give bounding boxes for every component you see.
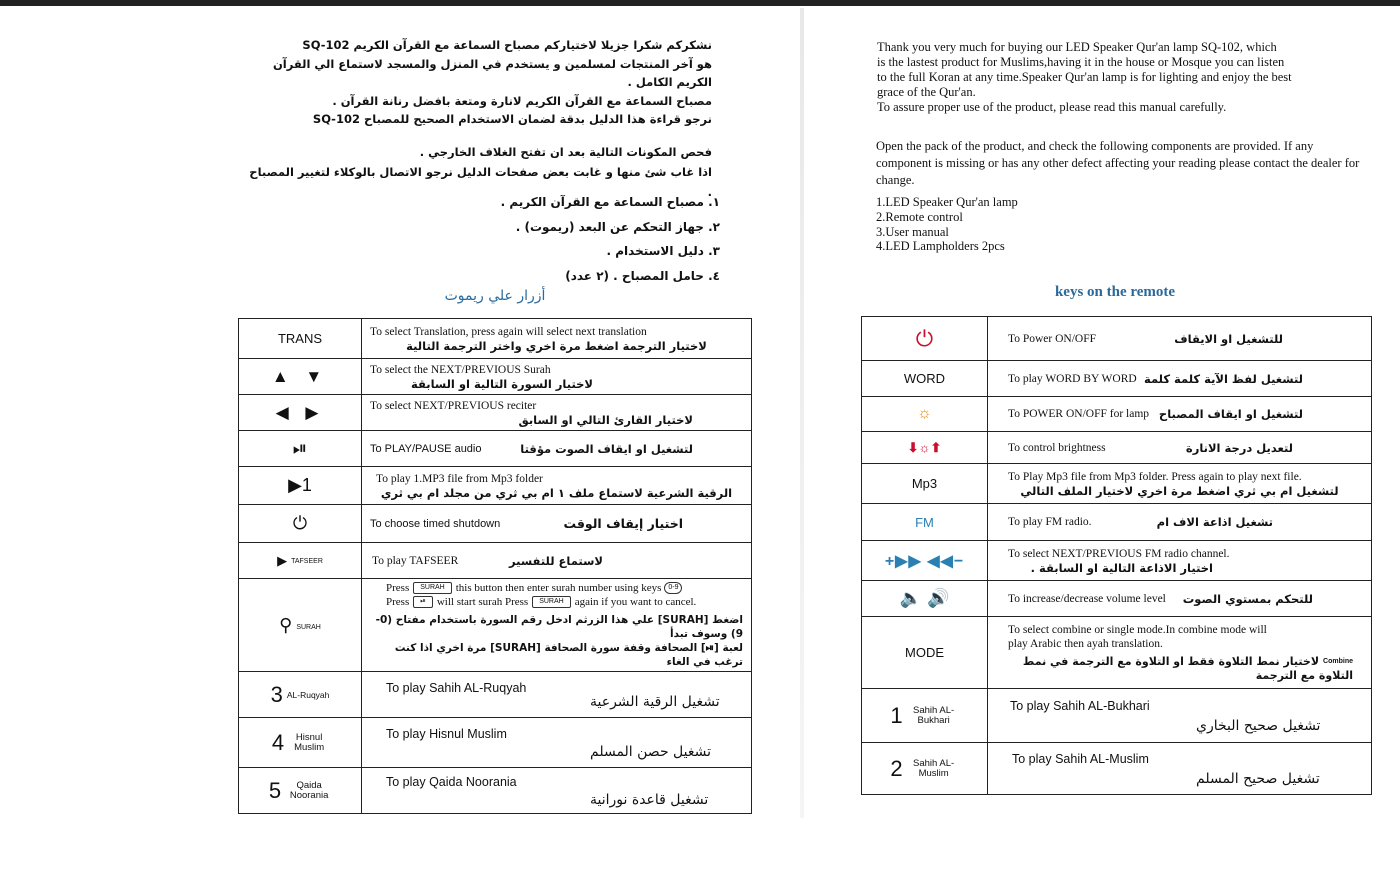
list-item: ٢. جهاز التحكم عن البعد (ريموت) . [515, 219, 720, 234]
arabic-text: لتشغيل او ايقاف المصباح [1158, 407, 1303, 421]
intro-line: To assure proper use of the product, please read this manual carefully. [877, 100, 1227, 114]
arabic-text: تشغيل الرقية الشرعية [590, 693, 720, 710]
english-text: To PLAY/PAUSE audio [370, 442, 482, 455]
english-text: To Play Mp3 file from Mp3 folder. Press again to play next file. [1008, 470, 1302, 483]
english-text: To Power ON/OFF [1008, 332, 1097, 345]
english-text: To play FM radio. [1008, 516, 1092, 528]
arabic-text: لاختيار الترجمة اضغط مرة اخري واختر الترجمة التالية [406, 338, 707, 353]
inline-row [996, 407, 1363, 421]
timer-power-icon: ⏻ [239, 505, 362, 543]
play-first-icon: ▶1 [239, 467, 362, 505]
table-row [239, 768, 752, 814]
inline-row [370, 442, 743, 456]
left-right-arrows-icon: ◀ ▶ [239, 395, 362, 431]
inline-row [996, 332, 1363, 346]
key-fm: FM [862, 504, 988, 541]
key-description [362, 395, 752, 431]
arabic-text: تشغيل صحيح المسلم [1196, 770, 1320, 787]
search-icon: ⚲ [279, 614, 293, 635]
table-row [862, 743, 1372, 795]
fm-channel-arrows-icon: +▶▶ ◀◀− [862, 541, 988, 581]
table-row [239, 359, 752, 395]
arabic-text: لتشغيل لفظ الآية كلمة كلمة [1143, 371, 1303, 386]
inline-row [370, 517, 743, 531]
arabic-components-list [420, 190, 720, 288]
arabic-intro-line: نشكركم شكرا جزيلا لاختياركم مصباح السماعة مع القرآن الكريم SQ-102 [302, 38, 712, 52]
table-row [862, 689, 1372, 743]
key-label: TAFSEER [291, 557, 323, 565]
play-pause-key-icon: ⏯ [413, 596, 433, 608]
key-description [362, 543, 752, 579]
english-text: To POWER ON/OFF for lamp [1008, 408, 1150, 420]
list-item: ٣. دليل الاستخدام . [606, 244, 720, 258]
text: Press [386, 596, 410, 608]
up-down-arrows-icon: ▲ ▼ [239, 359, 362, 395]
key-label: Sahih AL-Muslim [913, 757, 955, 779]
key-description [988, 689, 1372, 743]
english-text: To select NEXT/PREVIOUS reciter [370, 399, 537, 412]
key-description [362, 579, 752, 672]
english-text: To play Sahih AL-Bukhari [1010, 698, 1150, 713]
english-text: To select combine or single mode.In combine mode will [1008, 623, 1267, 636]
power-icon: ⏻ [862, 317, 988, 361]
key-mp3: Mp3 [862, 464, 988, 504]
arabic-text: لاستماع للتفسير [509, 553, 603, 568]
inline-row [996, 441, 1363, 455]
table-row [239, 319, 752, 359]
key-label: Hisnul Muslim [294, 731, 325, 753]
list-item: 3.User manual [876, 224, 949, 239]
arabic-text: لتشغيل ام بي ثري اضغط مرة اخري لاختيار الملف التالي [1020, 483, 1339, 498]
key-description [988, 317, 1372, 361]
key-description [362, 718, 752, 768]
key-1 [862, 689, 988, 743]
key-description [988, 432, 1372, 464]
key-2 [862, 743, 988, 795]
key-label: SURAH [296, 623, 321, 631]
key-number: 1 [890, 702, 903, 728]
table-row [239, 505, 752, 543]
combine-label: Combine [1323, 657, 1353, 665]
key-label: AL-Ruqyah [286, 689, 330, 700]
english-text: To play 1.MP3 file from Mp3 folder [376, 472, 543, 485]
list-item: 4.LED Lampholders 2pcs [876, 239, 1005, 254]
table-row [862, 617, 1372, 689]
inline-row [370, 554, 743, 568]
english-intro [877, 40, 1367, 115]
english-text: play Arabic then ayah translation. [1008, 637, 1163, 650]
arabic-text: تشغيل قاعدة نورانية [590, 791, 709, 808]
key-label: Sahih AL-Bukhari [913, 704, 955, 726]
table-row [862, 361, 1372, 397]
english-text: To play Sahih AL-Ruqyah [386, 680, 527, 695]
arabic-text: لاختيار السورة التالية او السابقة [411, 376, 593, 391]
arabic-intro-line: نرجو قراءة هذا الدليل بدقة لضمان الاستخدام الصحيح للمصباح SQ-102 [312, 112, 712, 126]
english-text: To select the NEXT/PREVIOUS Surah [370, 363, 551, 376]
english-text: To play Qaida Noorania [386, 774, 517, 789]
key-description [988, 361, 1372, 397]
table-row [239, 543, 752, 579]
mode-arabic [996, 655, 1363, 669]
english-components-list [876, 195, 1176, 254]
table-row [862, 581, 1372, 617]
arabic-text: تشغيل اذاعة الاف ام [1156, 515, 1273, 529]
key-4 [239, 718, 362, 768]
table-row [862, 504, 1372, 541]
arabic-text: للتحكم بمستوي الصوت [1182, 591, 1313, 606]
arabic-text: لتشغيل او ايقاف الصوت مؤقتا [520, 441, 693, 456]
inline-row [996, 592, 1363, 606]
intro-line: Thank you very much for buying our LED Speaker Qur'an lamp SQ-102, which [877, 40, 1277, 54]
key-tafseer [239, 543, 362, 579]
inline-row [996, 372, 1363, 386]
lamp-icon: ☼ [862, 397, 988, 432]
key-mode: MODE [862, 617, 988, 689]
brightness-icon: ⬇☼⬆ [862, 432, 988, 464]
key-description [362, 319, 752, 359]
check-text: Open the pack of the product, and check the following components are provided. If any component is missing or has any other defect affecting your reading please contact the dealer for change. [876, 139, 1360, 187]
intro-line: is the lastest product for Muslims,having it in the house or Mosque you can listen [877, 55, 1285, 69]
arabic-text: الرقية الشرعية لاستماع ملف ١ ام بي ثري من مجلد ام بي ثري [380, 485, 733, 500]
top-edge [0, 0, 1400, 6]
table-row [239, 718, 752, 768]
text: will start surah Press [436, 596, 529, 608]
key-description [988, 504, 1372, 541]
english-text: To increase/decrease volume level [1008, 592, 1166, 605]
text: again if you want to cancel. [574, 596, 697, 608]
surah-key-icon: SURAH [413, 582, 452, 594]
play-pause-icon: ⏯ [239, 431, 362, 467]
arabic-text: اختيار الاذاعة التالية او السابقة . [1030, 560, 1213, 575]
key-description [988, 581, 1372, 617]
arabic-text: اضغط [SURAH] علي هذا الزرثم ادخل رقم السورة باستخدام مفتاح (0-9) وسوف تبدأ [375, 614, 743, 640]
arabic-text: لاختيار نمط التلاوة فقط او التلاوة مع الترجمة في نمط [1022, 654, 1320, 668]
table-row [239, 431, 752, 467]
english-text: To select Translation, press again will select next translation [370, 325, 647, 338]
text: this button then enter surah number using keys [455, 582, 662, 594]
key-description [988, 464, 1372, 504]
table-row [862, 397, 1372, 432]
arabic-text: لعبة [⏯] الصحافة وقفة سورة الصحافة [SURAH] مرة اخري اذا كنت ترغب في الغاء [394, 642, 743, 668]
key-surah [239, 579, 362, 672]
number-keys-icon: 0-9 [664, 582, 682, 594]
key-number: 2 [890, 755, 903, 781]
volume-icon: 🔈 🔊 [862, 581, 988, 617]
key-description [988, 617, 1372, 689]
table-row [862, 541, 1372, 581]
key-word: WORD [862, 361, 988, 397]
table-row [862, 464, 1372, 504]
intro-line: grace of the Qur'an. [877, 85, 976, 99]
arabic-check-line: فحص المكونات التالية بعد ان تفتح الغلاف الخارجي . [419, 145, 712, 159]
arabic-text: لاختيار القارئ التالي او السابق [518, 412, 693, 427]
right-keys-table [861, 316, 1372, 795]
arabic-intro-line: هو آخر المنتجات لمسلمين و يستخدم في المنزل والمسجد لاستماع الي القرآن الكريم الكامل . [272, 56, 712, 89]
key-description [988, 397, 1372, 432]
english-text [370, 595, 743, 609]
arabic-text: اختيار إيقاف الوقت [563, 515, 683, 531]
table-row [239, 467, 752, 505]
english-text: To choose timed shutdown [370, 517, 501, 530]
key-3 [239, 672, 362, 718]
table-row [862, 317, 1372, 361]
key-description [362, 505, 752, 543]
list-item: 1.LED Speaker Qur'an lamp [876, 195, 1018, 209]
key-5 [239, 768, 362, 814]
table-row [862, 432, 1372, 464]
list-item: ٤. حامل المصباح . (٢ عدد) [565, 268, 720, 283]
english-text: To play Sahih AL-Muslim [1012, 751, 1149, 766]
arabic-text: تشغيل صحيح البخاري [1196, 717, 1321, 734]
key-number: 5 [268, 777, 282, 803]
list-item: 2.Remote control [876, 209, 963, 224]
english-text: To select NEXT/PREVIOUS FM radio channel. [1008, 547, 1230, 560]
key-description [988, 541, 1372, 581]
intro-line: to the full Koran at any time.Speaker Qur'an lamp is for lighting and enjoy the best [877, 70, 1292, 84]
english-text [370, 581, 743, 595]
arabic-keys-heading: أزرار علي ريموت [444, 288, 546, 304]
key-description [362, 431, 752, 467]
key-description [362, 467, 752, 505]
key-number: 4 [271, 729, 285, 755]
table-row [239, 395, 752, 431]
key-description [362, 768, 752, 814]
english-text: To control brightness [1008, 441, 1106, 454]
key-number: 3 [270, 681, 283, 707]
play-icon: ▶ [277, 552, 288, 568]
surah-key-icon: SURAH [532, 596, 571, 608]
list-item: ١. مصباح السماعة مع القرآن الكريم . [500, 195, 720, 209]
text: Press [386, 582, 410, 594]
page-fold [800, 8, 804, 818]
inline-row [996, 515, 1363, 529]
arabic-intro [242, 36, 712, 129]
english-text: To play Hisnul Muslim [386, 726, 507, 741]
left-keys-table [238, 318, 752, 814]
table-row [239, 579, 752, 672]
key-description [988, 743, 1372, 795]
english-text: To play WORD BY WORD [1008, 372, 1137, 385]
arabic-intro-line: مصباح السماعة مع القرآن الكريم لانارة ومتعة بافضل رنانة القرآن . [332, 93, 712, 108]
arabic-check-line: اذا غاب شئ منها و غابت بعض صفحات الدليل نرجو الاتصال بالوكلاء لتغيير المصباح . [249, 165, 712, 199]
arabic-text: التلاوة مع الترجمة [1255, 668, 1353, 682]
english-check [876, 138, 1371, 189]
arabic-text: لتعديل درجة الانارة [1185, 440, 1293, 455]
arabic-text: تشغيل حصن المسلم [590, 743, 712, 760]
keys-heading: keys on the remote [1054, 284, 1176, 300]
arabic-text: للتشغيل او الايقاف [1174, 331, 1283, 346]
key-description [362, 672, 752, 718]
key-trans: TRANS [239, 319, 362, 359]
key-label: Qaida Noorania [289, 779, 329, 801]
key-description [362, 359, 752, 395]
english-text: To play TAFSEER [372, 554, 459, 567]
table-row [239, 672, 752, 718]
